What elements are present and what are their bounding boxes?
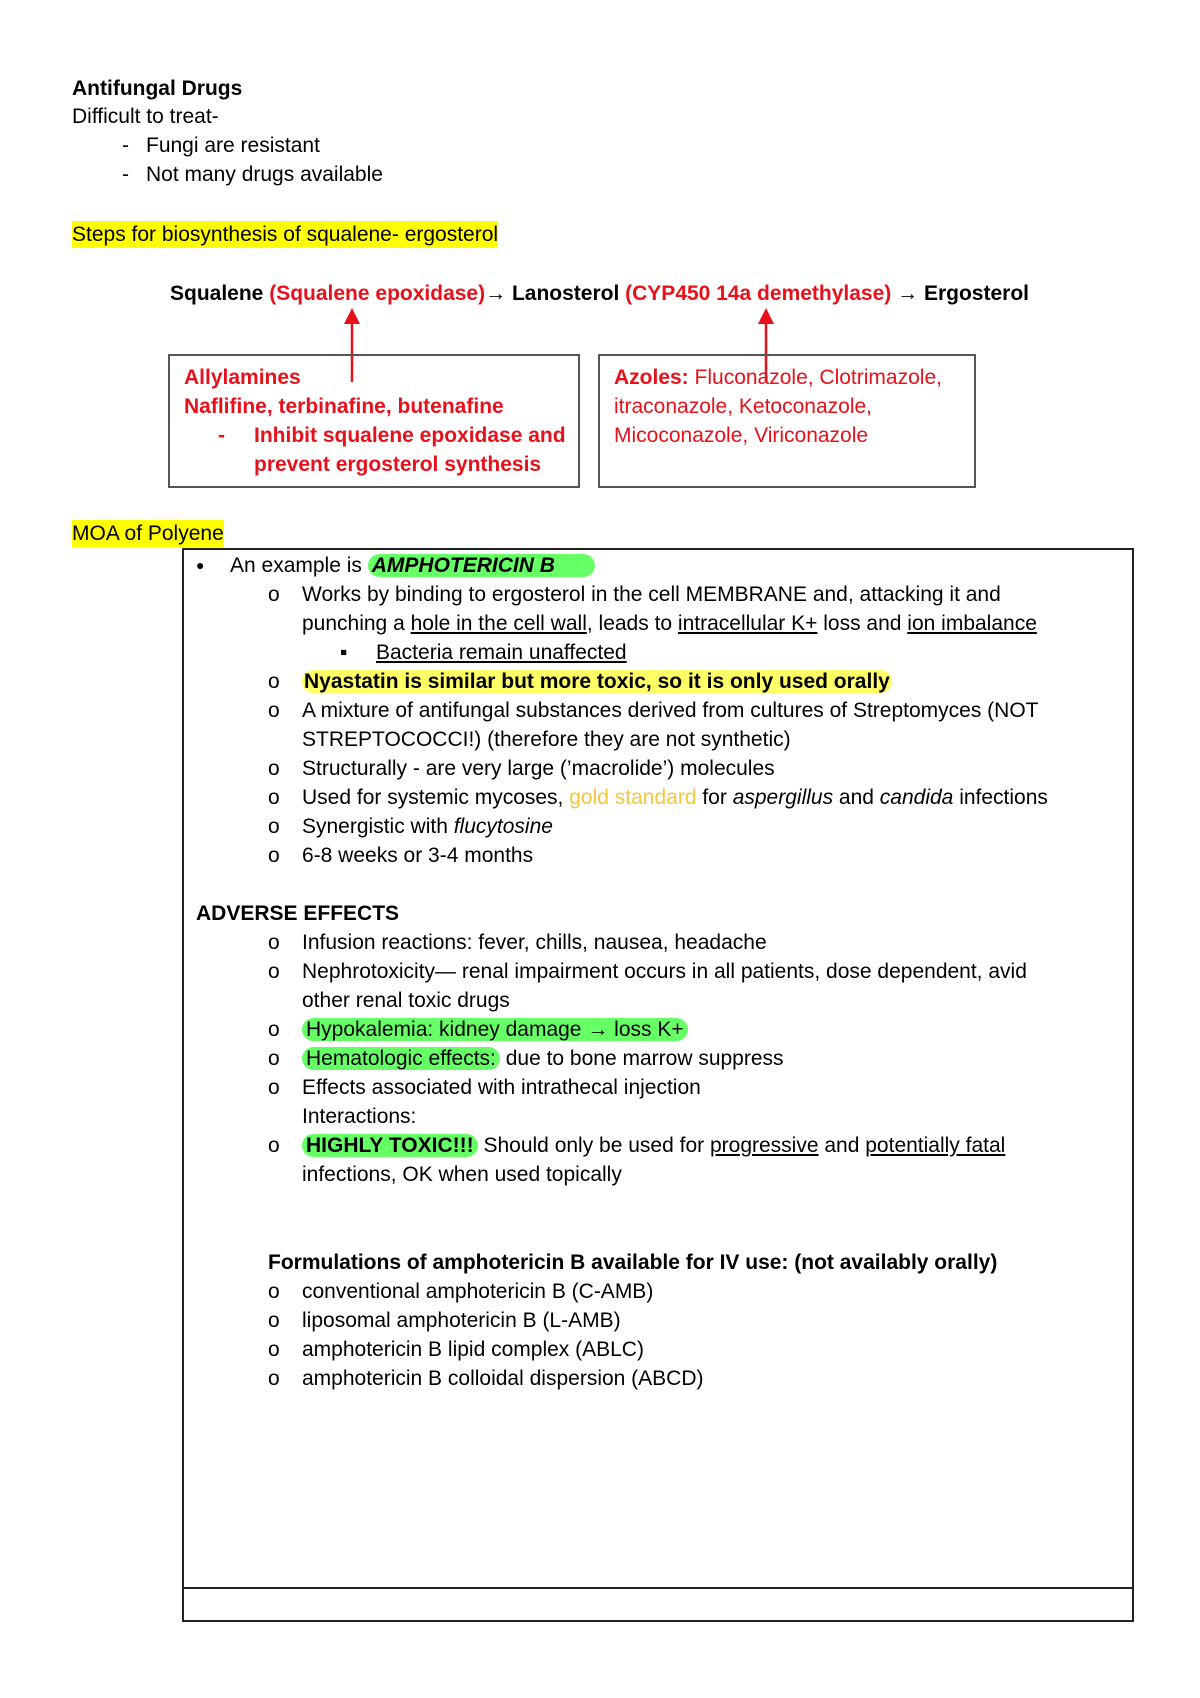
- adverse-point: o Effects associated with intrathecal injection: [268, 1076, 701, 1099]
- azoles-box: [598, 354, 976, 488]
- azoles-line: itraconazole, Ketoconazole,: [614, 395, 872, 418]
- adverse-point: o Hypokalemia: kidney damage → loss K+: [268, 1016, 688, 1043]
- adverse-point-cont: other renal toxic drugs: [302, 989, 510, 1012]
- example-line: ● An example is AMPHOTERICIN B: [196, 552, 595, 579]
- allylamines-title: Allylamines: [184, 366, 301, 389]
- section-heading-polyene: MOA of Polyene: [72, 522, 224, 545]
- intro-text: Difficult to treat-: [72, 105, 219, 128]
- allylamines-drugs: Naflifine, terbinafine, butenafine: [184, 395, 504, 418]
- formulation-item: o amphotericin B colloidal dispersion (ABCD): [268, 1367, 704, 1390]
- azoles-line: Azoles: Fluconazole, Clotrimazole,: [614, 366, 942, 389]
- biosynthesis-pathway: Squalene (Squalene epoxidase)→ Lanosterol (CYP450 14a demethylase) → Ergosterol: [170, 282, 1029, 305]
- azoles-line: Micoconazole, Viriconazole: [614, 424, 869, 447]
- allylamines-box: [168, 354, 580, 488]
- table-divider: [182, 1587, 1134, 1589]
- polyene-point-cont: STREPTOCOCCI!) (therefore they are not synthetic): [302, 728, 791, 751]
- gold-standard-text: gold standard: [569, 786, 697, 809]
- hypokalemia-highlight: Hypokalemia: kidney damage → loss K+: [302, 1018, 688, 1041]
- arrow-icon: →: [897, 282, 919, 305]
- adverse-point: o Hematologic effects: due to bone marrow suppress: [268, 1047, 784, 1070]
- intro-point: - Fungi are resistant: [122, 134, 320, 157]
- adverse-point: o Nephrotoxicity— renal impairment occurs in all patients, dose dependent, avid: [268, 960, 1027, 983]
- allylamines-point-cont: prevent ergosterol synthesis: [254, 453, 542, 476]
- interactions-label: Interactions:: [302, 1105, 417, 1128]
- adverse-effects-heading: ADVERSE EFFECTS: [196, 902, 400, 925]
- formulations-heading: Formulations of amphotericin B available for IV use: (not availably orally): [268, 1251, 998, 1274]
- adverse-point-cont: infections, OK when used topically: [302, 1163, 622, 1186]
- intro-point: - Not many drugs available: [122, 163, 383, 186]
- polyene-point: o Used for systemic mycoses, gold standard for aspergillus and candida infections: [268, 786, 1048, 809]
- formulation-item: o conventional amphotericin B (C-AMB): [268, 1280, 654, 1303]
- highly-toxic-highlight: HIGHLY TOXIC!!!: [302, 1134, 478, 1157]
- polyene-subpoint: ▪ Bacteria remain unaffected: [340, 641, 627, 664]
- polyene-point: o A mixture of antifungal substances derived from cultures of Streptomyces (NOT: [268, 699, 1039, 722]
- polyene-point: o Synergistic with flucytosine: [268, 815, 553, 838]
- polyene-point: o 6-8 weeks or 3-4 months: [268, 844, 534, 867]
- arrow-icon: →: [485, 282, 507, 305]
- adverse-point: o Infusion reactions: fever, chills, nausea, headache: [268, 931, 767, 954]
- hematologic-highlight: Hematologic effects:: [302, 1047, 500, 1070]
- polyene-point: o Structurally - are very large (’macrolide’) molecules: [268, 757, 775, 780]
- enzyme-cyp450: (CYP450 14a demethylase): [625, 282, 892, 305]
- formulation-item: o amphotericin B lipid complex (ABLC): [268, 1338, 644, 1361]
- amphotericin-b-highlight: AMPHOTERICIN B: [368, 554, 595, 577]
- formulation-item: o liposomal amphotericin B (L-AMB): [268, 1309, 621, 1332]
- page-title: Antifungal Drugs: [72, 77, 243, 100]
- polyene-point-cont: punching a hole in the cell wall, leads to intracellular K+ loss and ion imbalance: [302, 612, 1037, 635]
- polyene-point: o Works by binding to ergosterol in the cell MEMBRANE and, attacking it and: [268, 583, 1001, 606]
- polyene-point: o Nyastatin is similar but more toxic, so it is only used orally: [268, 670, 890, 693]
- section-heading-biosynthesis: Steps for biosynthesis of squalene- ergosterol: [72, 223, 499, 246]
- adverse-point: o HIGHLY TOXIC!!! Should only be used for progressive and potentially fatal: [268, 1134, 1006, 1157]
- enzyme-squalene-epoxidase: (Squalene epoxidase): [269, 282, 486, 305]
- allylamines-point: - Inhibit squalene epoxidase and: [218, 424, 566, 447]
